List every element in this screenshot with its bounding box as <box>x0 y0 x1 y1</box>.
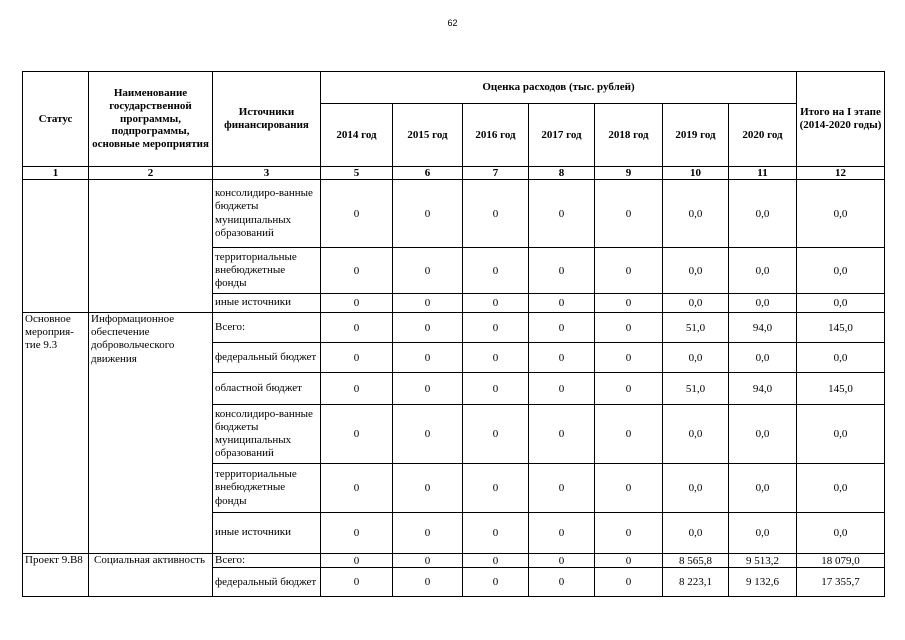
value-cell: 0 <box>595 464 663 513</box>
total-cell: 0,0 <box>797 294 885 313</box>
table-row <box>23 180 885 248</box>
value-cell: 0 <box>321 568 393 597</box>
value-cell: 0 <box>529 373 595 405</box>
value-cell: 0 <box>393 294 463 313</box>
column-number: 11 <box>729 167 797 180</box>
total-cell: 0,0 <box>797 343 885 373</box>
value-cell: 0,0 <box>729 180 797 248</box>
header-year: 2020 год <box>729 104 797 167</box>
header-name: Наименование государственной программы, подпрограммы, основные мероприятия <box>89 72 213 167</box>
value-cell: 9 132,6 <box>729 568 797 597</box>
value-cell: 0 <box>393 464 463 513</box>
header-total: Итого на I этапе (2014-2020 годы) <box>797 72 885 167</box>
value-cell: 0 <box>393 405 463 464</box>
value-cell: 0,0 <box>729 464 797 513</box>
value-cell: 0 <box>321 464 393 513</box>
value-cell: 0 <box>463 294 529 313</box>
value-cell: 94,0 <box>729 373 797 405</box>
total-cell: 145,0 <box>797 313 885 343</box>
value-cell: 0 <box>529 313 595 343</box>
value-cell: 0 <box>321 313 393 343</box>
value-cell: 0,0 <box>729 248 797 294</box>
column-number: 1 <box>23 167 89 180</box>
table-row <box>23 554 885 568</box>
column-number: 5 <box>321 167 393 180</box>
total-cell: 0,0 <box>797 248 885 294</box>
total-cell: 0,0 <box>797 513 885 554</box>
value-cell: 0 <box>529 464 595 513</box>
value-cell: 0 <box>595 568 663 597</box>
value-cell: 0 <box>393 180 463 248</box>
source-cell: Всего: <box>213 313 321 343</box>
value-cell: 0 <box>393 343 463 373</box>
value-cell: 0 <box>529 294 595 313</box>
value-cell: 0,0 <box>663 180 729 248</box>
column-number: 8 <box>529 167 595 180</box>
value-cell: 0 <box>463 343 529 373</box>
value-cell: 0 <box>393 554 463 568</box>
source-cell: территориальные внебюджетные фонды <box>213 248 321 294</box>
total-cell: 18 079,0 <box>797 554 885 568</box>
status-cell: Проект 9.В8 <box>23 554 89 597</box>
value-cell: 0 <box>595 180 663 248</box>
source-cell: консолидиро-ванные бюджеты муниципальных образований <box>213 405 321 464</box>
value-cell: 0 <box>595 513 663 554</box>
value-cell: 0 <box>529 180 595 248</box>
value-cell: 0,0 <box>663 343 729 373</box>
header-year: 2016 год <box>463 104 529 167</box>
header-status: Статус <box>23 72 89 167</box>
name-cell: Информационное обеспечение добровольческого движения <box>89 313 213 554</box>
value-cell: 51,0 <box>663 313 729 343</box>
value-cell: 0,0 <box>663 513 729 554</box>
value-cell: 0 <box>529 568 595 597</box>
value-cell: 0 <box>529 405 595 464</box>
value-cell: 0 <box>595 313 663 343</box>
column-number: 6 <box>393 167 463 180</box>
value-cell: 8 565,8 <box>663 554 729 568</box>
value-cell: 0 <box>321 180 393 248</box>
value-cell: 0 <box>595 248 663 294</box>
total-cell: 145,0 <box>797 373 885 405</box>
page-number: 62 <box>447 18 458 28</box>
value-cell: 0,0 <box>663 294 729 313</box>
value-cell: 0 <box>529 343 595 373</box>
header-sources: Источники финансирования <box>213 72 321 167</box>
status-cell: Основное мероприя-тие 9.3 <box>23 313 89 554</box>
total-cell: 0,0 <box>797 464 885 513</box>
column-number: 10 <box>663 167 729 180</box>
name-cell <box>89 180 213 313</box>
column-number: 3 <box>213 167 321 180</box>
value-cell: 0 <box>321 294 393 313</box>
source-cell: Всего: <box>213 554 321 568</box>
source-cell: федеральный бюджет <box>213 343 321 373</box>
header-year: 2019 год <box>663 104 729 167</box>
header-year: 2018 год <box>595 104 663 167</box>
header-year: 2017 год <box>529 104 595 167</box>
value-cell: 94,0 <box>729 313 797 343</box>
value-cell: 0 <box>393 373 463 405</box>
value-cell: 0 <box>463 405 529 464</box>
value-cell: 0,0 <box>663 405 729 464</box>
value-cell: 0 <box>393 568 463 597</box>
value-cell: 0 <box>463 568 529 597</box>
value-cell: 0 <box>321 373 393 405</box>
value-cell: 0 <box>595 405 663 464</box>
value-cell: 0 <box>595 554 663 568</box>
header-year: 2014 год <box>321 104 393 167</box>
value-cell: 0 <box>529 513 595 554</box>
value-cell: 0,0 <box>729 513 797 554</box>
value-cell: 0 <box>529 554 595 568</box>
name-cell: Социальная активность <box>89 554 213 597</box>
value-cell: 0 <box>321 343 393 373</box>
value-cell: 0 <box>463 513 529 554</box>
value-cell: 0 <box>321 405 393 464</box>
value-cell: 0 <box>463 373 529 405</box>
column-number: 7 <box>463 167 529 180</box>
column-number: 2 <box>89 167 213 180</box>
source-cell: территориальные внебюджетные фонды <box>213 464 321 513</box>
value-cell: 0 <box>321 248 393 294</box>
value-cell: 0 <box>463 313 529 343</box>
expenditure-table <box>22 71 885 597</box>
value-cell: 0,0 <box>729 294 797 313</box>
table-row <box>23 313 885 343</box>
header-year: 2015 год <box>393 104 463 167</box>
value-cell: 0 <box>463 464 529 513</box>
total-cell: 0,0 <box>797 180 885 248</box>
column-number: 9 <box>595 167 663 180</box>
total-cell: 17 355,7 <box>797 568 885 597</box>
value-cell: 0 <box>393 513 463 554</box>
source-cell: консолидиро-ванные бюджеты муниципальных образований <box>213 180 321 248</box>
value-cell: 0 <box>321 554 393 568</box>
value-cell: 0 <box>595 343 663 373</box>
value-cell: 0 <box>393 313 463 343</box>
value-cell: 0 <box>393 248 463 294</box>
source-cell: иные источники <box>213 294 321 313</box>
value-cell: 0 <box>595 294 663 313</box>
status-cell <box>23 180 89 313</box>
value-cell: 0 <box>595 373 663 405</box>
value-cell: 0 <box>463 180 529 248</box>
value-cell: 8 223,1 <box>663 568 729 597</box>
header-estimate: Оценка расходов (тыс. рублей) <box>321 72 797 104</box>
value-cell: 0 <box>321 513 393 554</box>
value-cell: 9 513,2 <box>729 554 797 568</box>
value-cell: 0 <box>463 248 529 294</box>
value-cell: 51,0 <box>663 373 729 405</box>
value-cell: 0 <box>463 554 529 568</box>
value-cell: 0,0 <box>729 405 797 464</box>
source-cell: иные источники <box>213 513 321 554</box>
source-cell: федеральный бюджет <box>213 568 321 597</box>
total-cell: 0,0 <box>797 405 885 464</box>
column-number: 12 <box>797 167 885 180</box>
value-cell: 0,0 <box>663 464 729 513</box>
value-cell: 0,0 <box>729 343 797 373</box>
source-cell: областной бюджет <box>213 373 321 405</box>
value-cell: 0 <box>529 248 595 294</box>
value-cell: 0,0 <box>663 248 729 294</box>
